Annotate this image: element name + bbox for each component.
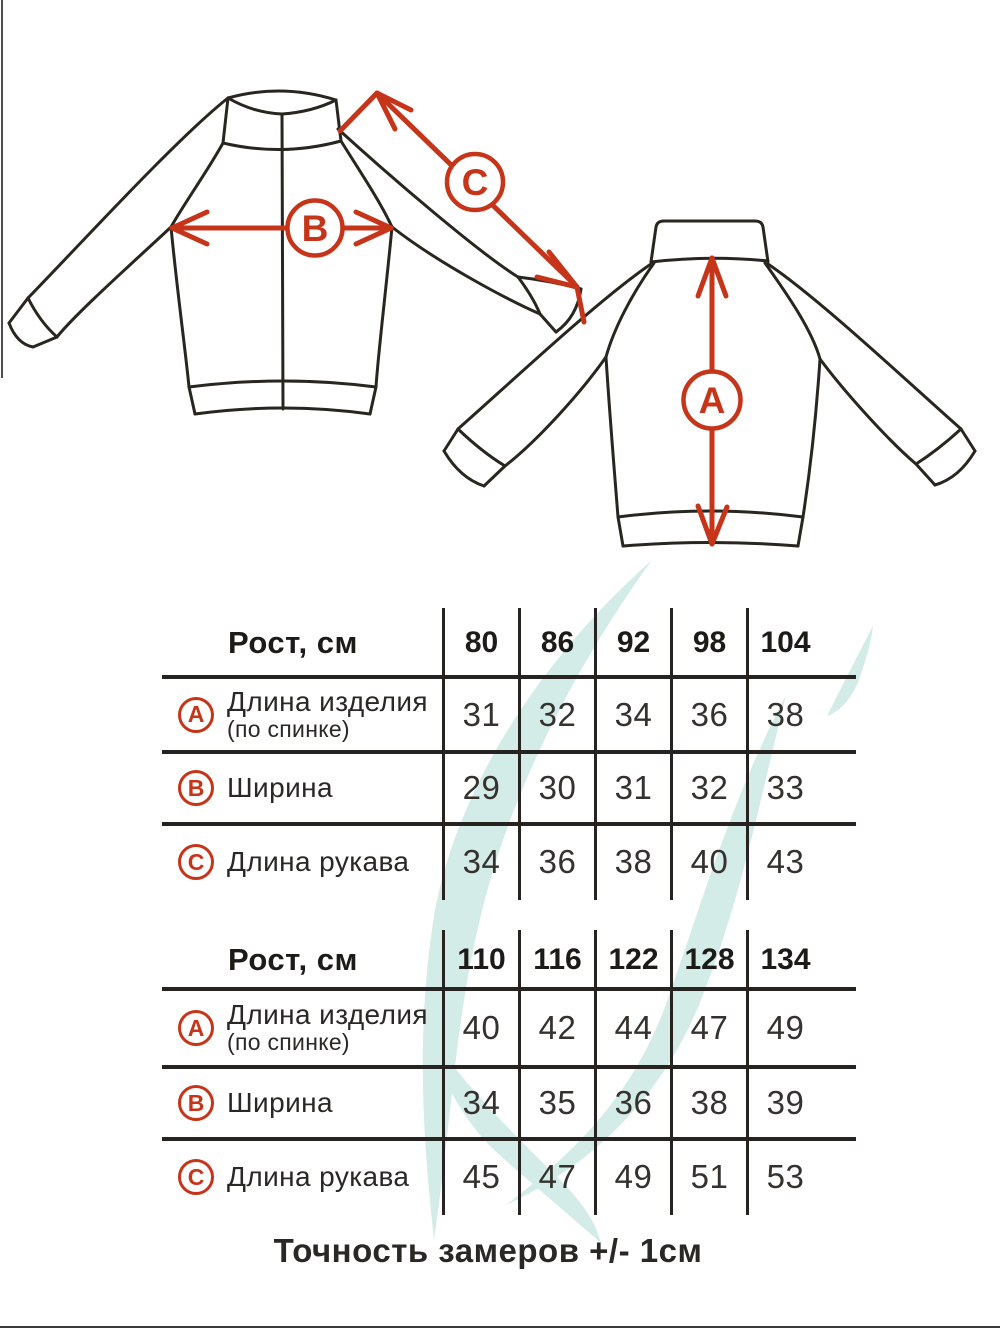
rowA-label-text: Длина изделия	[227, 685, 428, 717]
table1-col-98: 98	[670, 608, 746, 677]
table2-col-128: 128	[670, 930, 746, 989]
measurement-marker-a	[684, 372, 741, 429]
table2-B-v0: 34	[442, 1067, 518, 1139]
table2-A-v3: 47	[670, 989, 746, 1067]
table2-col-122: 122	[594, 930, 670, 989]
table2-header-rule	[162, 987, 856, 991]
garment-measurement-diagram	[0, 0, 1000, 560]
table1-rowA-label	[162, 677, 442, 752]
table2-B-v4: 39	[746, 1067, 822, 1139]
marker-letter-c: C	[461, 162, 489, 203]
table1-B-v2: 31	[594, 752, 670, 824]
rowA-sublabel-text: (по спинке)	[227, 715, 350, 742]
table2-col-110: 110	[442, 930, 518, 989]
table2-A-v2: 44	[594, 989, 670, 1067]
table1-rule-3	[162, 822, 856, 826]
rowC-label-text: Длина рукава	[227, 1160, 410, 1192]
table2-B-v1: 35	[518, 1067, 594, 1139]
table1-A-v3: 36	[670, 677, 746, 752]
table2-rowB-label	[162, 1067, 442, 1139]
table1-C-v0: 34	[442, 824, 518, 900]
tolerance-note: Точность замеров +/- 1см	[273, 1232, 703, 1269]
row-marker-a-circle: A	[178, 1010, 214, 1046]
table2-A-v0: 40	[442, 989, 518, 1067]
rowB-label-text: Ширина	[227, 1086, 333, 1118]
size-table-2	[162, 930, 822, 1215]
table2-C-v4: 53	[746, 1139, 822, 1215]
measurement-marker-b	[288, 201, 343, 256]
table1-A-v1: 32	[518, 677, 594, 752]
table2-A-v4: 49	[746, 989, 822, 1067]
table1-B-v3: 32	[670, 752, 746, 824]
table1-header-rule	[162, 675, 856, 679]
table2-C-v2: 49	[594, 1139, 670, 1215]
row-marker-a-circle: A	[178, 697, 214, 733]
table2-rule-3	[162, 1137, 856, 1141]
marker-letter-a: A	[698, 380, 726, 421]
table1-rule-2	[162, 750, 856, 754]
table1-A-v0: 31	[442, 677, 518, 752]
table2-C-v1: 47	[518, 1139, 594, 1215]
table2-B-v2: 36	[594, 1067, 670, 1139]
table1-A-v2: 34	[594, 677, 670, 752]
table1-C-v3: 40	[670, 824, 746, 900]
table1-col-92: 92	[594, 608, 670, 677]
table1-col-104: 104	[746, 608, 822, 677]
rowA-label-text: Длина изделия	[227, 999, 428, 1031]
table2-B-v3: 38	[670, 1067, 746, 1139]
table2-rowC-label	[162, 1139, 442, 1215]
table1-col-86: 86	[518, 608, 594, 677]
size-table-1	[162, 608, 822, 900]
table2-header-label: Рост, см	[228, 941, 358, 977]
table2-col-134: 134	[746, 930, 822, 989]
table1-B-v4: 33	[746, 752, 822, 824]
table1-C-v4: 43	[746, 824, 822, 900]
rowA-sublabel-text: (по спинке)	[227, 1029, 350, 1056]
table1-B-v0: 29	[442, 752, 518, 824]
table1-header-label: Рост, см	[228, 624, 358, 660]
table1-B-v1: 30	[518, 752, 594, 824]
row-marker-c-circle: C	[178, 844, 214, 880]
table2-C-v3: 51	[670, 1139, 746, 1215]
row-marker-b-circle: B	[178, 770, 214, 806]
row-marker-b-circle: B	[178, 1085, 214, 1121]
table2-col-116: 116	[518, 930, 594, 989]
table1-col-80: 80	[442, 608, 518, 677]
watermark-leaf-tip	[827, 626, 873, 716]
table1-C-v1: 36	[518, 824, 594, 900]
rowC-label-text: Длина рукава	[227, 845, 410, 877]
rowB-label-text: Ширина	[227, 771, 333, 803]
marker-letter-b: B	[301, 208, 329, 249]
table2-C-v0: 45	[442, 1139, 518, 1215]
page-edge-line-bottom	[0, 1326, 1000, 1328]
page-edge-line-left	[1, 0, 3, 378]
table1-rowB-label	[162, 752, 442, 824]
table2-rule-2	[162, 1065, 856, 1069]
front-jacket-drawing	[9, 91, 581, 414]
table1-A-v4: 38	[746, 677, 822, 752]
measurement-marker-c	[447, 154, 503, 210]
row-marker-c-circle: C	[178, 1159, 214, 1195]
table1-C-v2: 38	[594, 824, 670, 900]
table2-A-v1: 42	[518, 989, 594, 1067]
table1-rowC-label	[162, 824, 442, 900]
table2-rowA-label	[162, 989, 442, 1067]
